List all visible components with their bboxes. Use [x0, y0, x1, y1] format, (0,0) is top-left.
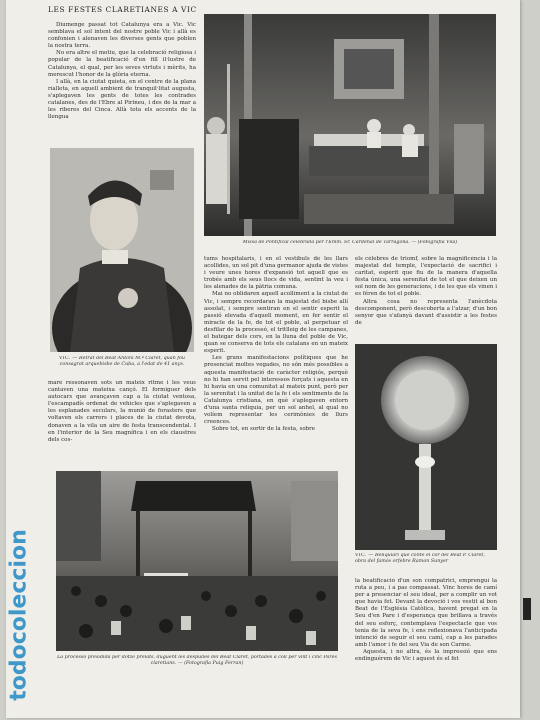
left-column-text — [48, 380, 196, 460]
photo-portrait-claret — [50, 148, 194, 352]
right-paragraph: els cèlebres de triomf, sobre la magnificència i la majestat del temple, l'expectació de sacrifici i caritat, esperit que fiu de la manera d'aquella festa única, una serenitat de tot el que deixen un sol nom de les generacions, i de les que els vinen i es féren de tot el poble. — [355, 256, 497, 298]
watermark-logo — [2, 529, 36, 701]
photo-procession — [56, 471, 338, 651]
magazine-page — [6, 0, 520, 718]
right-column-text — [355, 256, 497, 338]
photo-pontifical-mass-graphic — [204, 14, 496, 236]
caption-reliquary-label: VIC. — — [355, 553, 374, 558]
right-paragraph: Altra cosa no representa l'anècdota descomponent, però descoberta a l'atzar, d'un bon senyor que s'afanyà davant d'assistir a les festes de — [355, 298, 497, 326]
intro-text — [48, 22, 196, 140]
left-paragraph: mare ressonaven sots un mateix ritme i les veus cantaven una mateixa cançó. El formiguer dels autocars que avançaven cap a la ciutat ventosa, l'escampadís ordenat de vehicles que s'aplegaven a les esplanades seculars, la munió de forasters que voltaven els carrers i places de la ciutat devota, donaven a la vila un aire de festa transcendental. I en l'interior de la Seu magnífica i en els claustres dels cos- — [48, 380, 196, 443]
photo-pontifical-mass — [204, 14, 496, 236]
caption-procession: La processó presidida per dotze prelats, duguent les despulles del Beat Claret, portades a coll per vint i cinc Pares claretians. — (Fotografia Puig Ferran) — [57, 655, 337, 666]
photo-reliquary — [355, 344, 497, 550]
caption-reliquary-text: Reliquiari que conté el cor del Beat P. Claret, obra del famós orfebre Ramon Sunyer — [355, 553, 485, 564]
caption-pontifical-mass: Missa de Pontifical celebrada per l'Emm. Sr. Cardenal de Tarragona. — (Fotografia Vila) — [242, 240, 458, 245]
caption-portrait-label: VIC. — — [59, 356, 78, 361]
photo-reliquary-graphic — [355, 344, 497, 550]
edge-mark — [523, 598, 531, 620]
intro-paragraph: No era altre el motiu, que la celebració religiosa i popular de la beatificació d'un fill il·lustre de Catalunya, el qual, per les seves virtuts i mèrits, ha merescut l'honor de la glòria eterna. — [48, 50, 196, 78]
caption-portrait-text: Retrat del Beat Antoni M.ª Claret, quan fou consagrat arquebisbe de Cuba, a l'edat de 41 anys. — [59, 356, 185, 367]
page-header: LES FESTES CLARETIANES A VIC — [48, 5, 197, 14]
middle-paragraph: Mai no oblidaren aquell acolliment a la ciutat de Vic, i sempre recordaran la majestat del bisbe allí assolat, i sempre sentiran en el sentir esperit la passió elevada d'aquell moment, en fer sentir el miracle de la fe, de tot el poble, al perpetuar el desfilar de la processó, el tritlleig de les campanes, el bategar dels cors, en la lluna del poble de Vic, quan se conserva de tots els catalans en un mateix esperit. — [204, 291, 348, 355]
intro-paragraph: Diumenge passat tot Catalunya era a Vic. Vic semblava el sol intent del nostre poble Vic i allà es confonien i alenaven les diverses gents que poblen la nostra terra. — [48, 22, 196, 50]
caption-portrait-claret — [50, 356, 194, 376]
photo-portrait-claret-graphic — [50, 148, 194, 352]
bottom-right-text — [355, 578, 497, 682]
middle-paragraph: Sobre tot, en sortir de la festa, sobre — [212, 426, 316, 433]
middle-paragraph: Les grans manifestacions polítiques que he presenciat moltes vegades, no són més possibles a aquesta manifestació de caràcter religiós, perquè no hi han servit pel interessos forçats i aquesta en hi havia en una comunitat al mateix punt, però per la serenitat i la unitat de la fe i els sentiments de la Catalunya cristiana, en què s'aplegaven entorn d'una santa reliquia, per un sol anhel, al qual no volíem representar les cerimònies de llurs creences. — [204, 355, 348, 426]
watermark-text: todocoleccion — [6, 529, 32, 701]
photo-procession-graphic — [56, 471, 338, 651]
bottom-right-paragraph: Aquesta, i no altra, és la impressió que ens endinguérem de Vic i aquest és el fet — [355, 648, 497, 663]
middle-paragraph: tums hospitalaris, i en el vestíbuls de les llars acollides, un sol pit d'una germanor ajuda de vistes i veure unes hores d'expansió tot aquell que es trobés amb els seus llocs de vida, sentint la veu i les alenades de la pàtria comuna. — [204, 256, 348, 291]
intro-paragraph: I allà, en la ciutat quieta, en el centre de la plana rialleta, en aquell ambient de tranquil·litat augusta, s'aplegaven les gents de totes les contrades catalanes, des de l'Ebre al Pirineu, i des de la mar a les riberes del Cinca. Allà tota els accents de la llengua — [48, 78, 196, 121]
caption-reliquary — [355, 553, 497, 573]
bottom-right-paragraph: la beatificació d'un son compatrici, emprenguí la ruta a peu, i a pas compassat. Vinc hores de camí per a presenciar el seu ideal, per a complir un vot que havia fet. Devant la devoció i vos vestit al bon Beat de l'Església Catòlica, havent pregat en la Seu d'en Pare i d'esperança que brillava a través del seu esforç, contemplava l'espectacle que vos tenia de la seva fe, i ens reflexionava l'anticipada intenció de seguir el seu camí, cap a les parades amb l'amor i fe del seu Via de son Carme. — [355, 578, 497, 648]
middle-column-text — [204, 256, 348, 466]
